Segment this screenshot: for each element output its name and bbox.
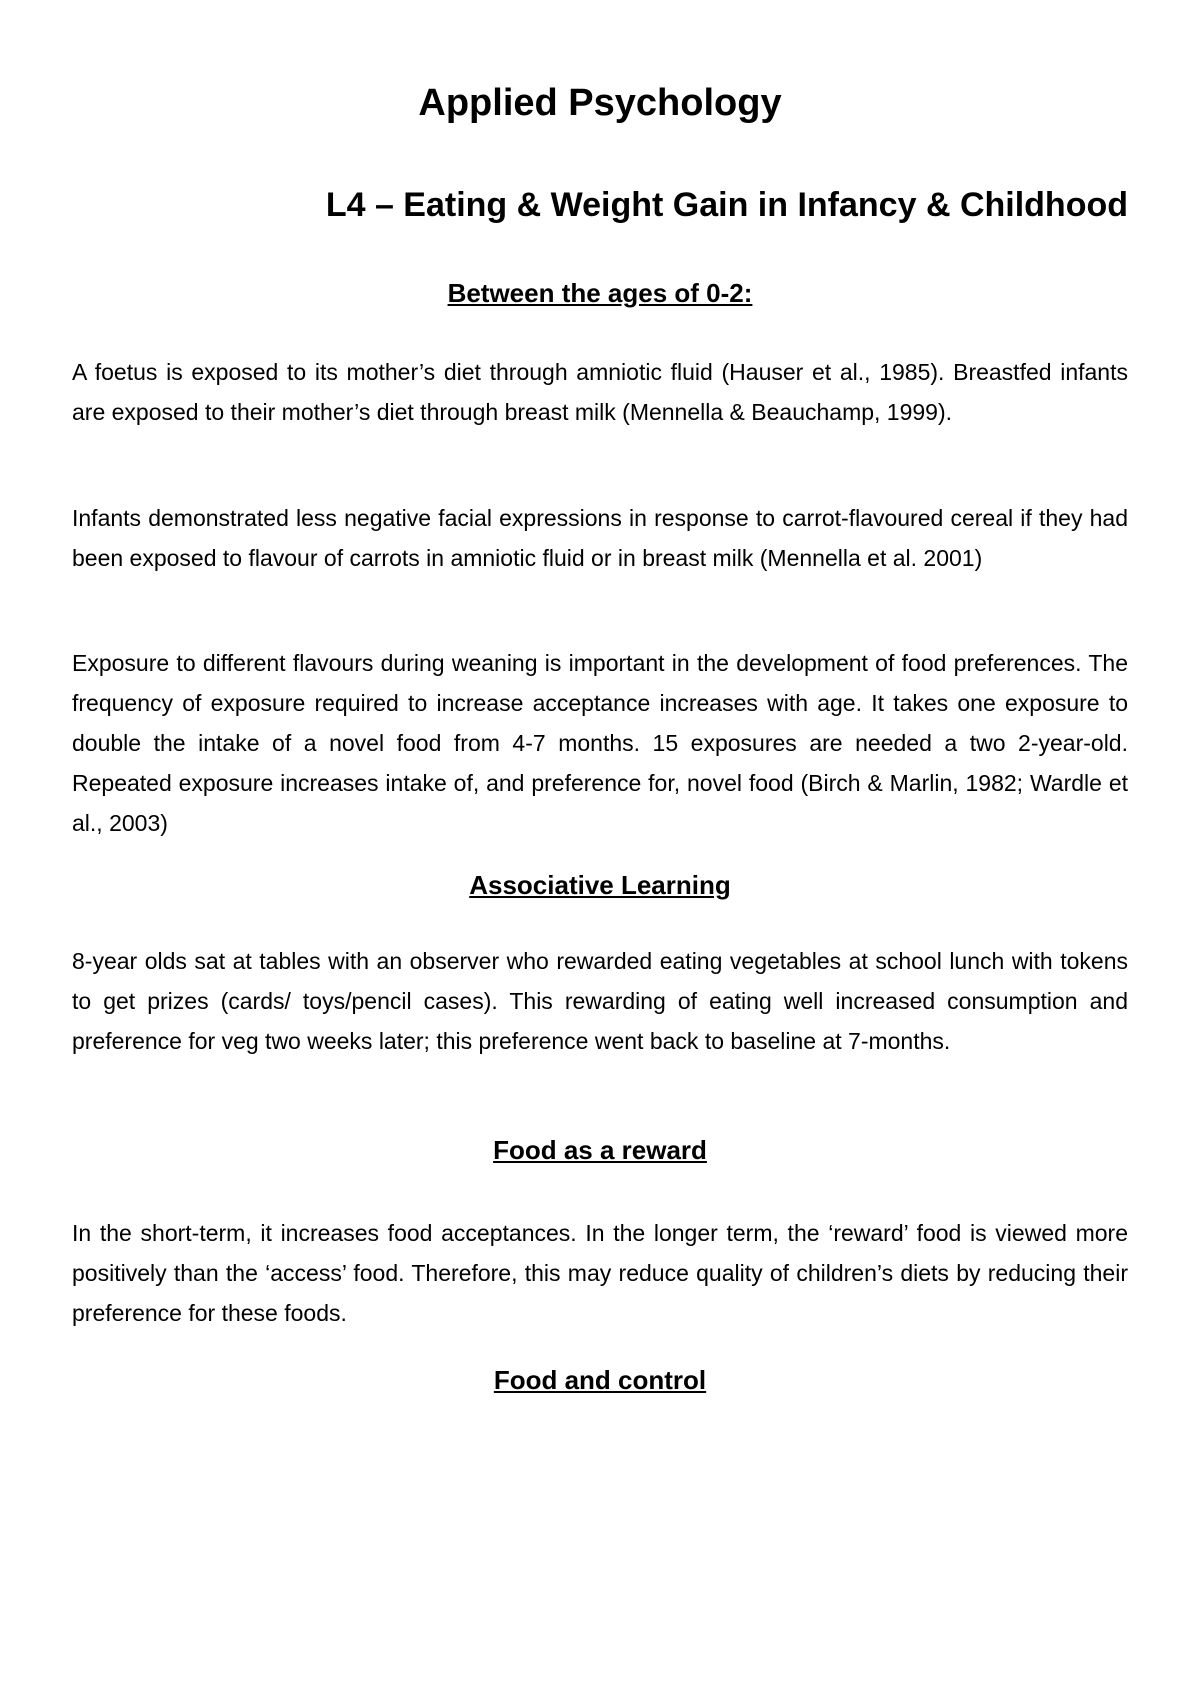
section-heading-food-as-reward: Food as a reward (493, 1135, 707, 1165)
section-heading-ages-0-2: Between the ages of 0-2: (447, 278, 753, 308)
paragraph-associative-learning: 8-year olds sat at tables with an observer who rewarded eating vegetables at school lunch with tokens to get prizes (cards/ toys/pencil cases). This rewarding of eating well increased consumption and preference for veg two weeks later; this preference went back to baseline at 7-months. (72, 948, 1128, 1054)
section-heading-food-and-control: Food and control (493, 1365, 707, 1395)
document-title: Applied Psychology (418, 82, 782, 124)
paragraph-infant-expressions: Infants demonstrated less negative facial expressions in response to carrot-flavoured cereal if they had been exposed to flavour of carrots in amniotic fluid or in breast milk (Mennella et al. 2001) (72, 505, 1128, 571)
paragraph-foetus-exposure: A foetus is exposed to its mother’s diet through amniotic fluid (Hauser et al., 1985). Breastfed infants are exposed to their mother’s diet through breast milk (Mennella & Beauchamp, 1999). (72, 359, 1128, 425)
paragraph-food-as-reward: In the short-term, it increases food acceptances. In the longer term, the ‘reward’ food is viewed more positively than the ‘access’ food. Therefore, this may reduce quality of children’s diets by reducing their preference for these foods. (72, 1220, 1128, 1326)
section-heading-associative-learning: Associative Learning (469, 870, 731, 900)
document-subtitle: L4 – Eating & Weight Gain in Infancy & Childhood (325, 186, 1128, 224)
paragraph-weaning-exposure: Exposure to different flavours during weaning is important in the development of food preferences. The frequency of exposure required to increase acceptance increases with age. It takes one exposure to double the intake of a novel food from 4-7 months. 15 exposures are needed a two 2-year-old. Repeated exposure increases intake of, and preference for, novel food (Birch & Marlin, 1982; Wardle et al., 2003) (72, 650, 1128, 836)
